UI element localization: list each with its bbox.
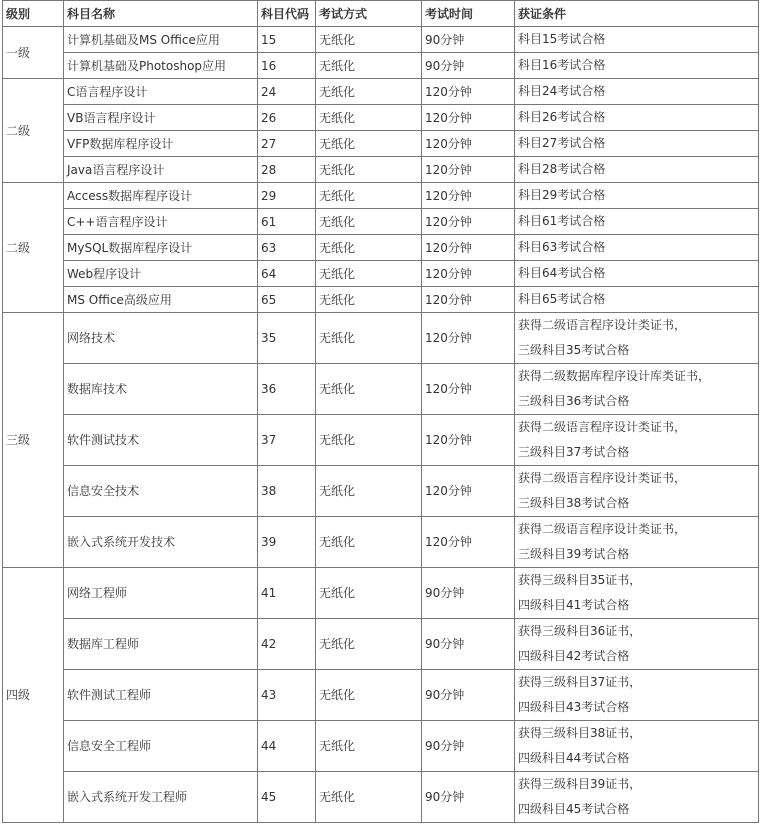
exam-time-cell: 120分钟 — [422, 157, 515, 183]
table-row — [3, 105, 759, 131]
condition-line: 获得二级数据库程序设计库类证书， — [518, 369, 711, 383]
exam-time-cell: 90分钟 — [422, 619, 515, 670]
condition-line: 获得二级语言程序设计类证书， — [518, 522, 687, 536]
exam-time-cell: 120分钟 — [422, 105, 515, 131]
condition-cell — [515, 670, 759, 721]
condition-cell — [515, 721, 759, 772]
subject-name-cell: 计算机基础及MS Office应用 — [64, 27, 258, 53]
condition-line: 科目15考试合格 — [518, 32, 606, 46]
exam-method-cell: 无纸化 — [316, 517, 422, 568]
condition-cell — [515, 287, 759, 313]
table-row — [3, 53, 759, 79]
subject-name-cell: C++语言程序设计 — [64, 209, 258, 235]
condition-line: 获得二级语言程序设计类证书， — [518, 471, 687, 485]
exam-time-cell: 120分钟 — [422, 261, 515, 287]
table-row — [3, 183, 759, 209]
condition-cell — [515, 53, 759, 79]
subject-name-cell: VFP数据库程序设计 — [64, 131, 258, 157]
exam-method-cell: 无纸化 — [316, 568, 422, 619]
condition-line: 四级科目44考试合格 — [518, 751, 630, 765]
subject-code-cell: 15 — [258, 27, 316, 53]
condition-line: 获得三级科目39证书， — [518, 777, 642, 791]
condition-cell — [515, 364, 759, 415]
condition-line: 四级科目42考试合格 — [518, 649, 630, 663]
subject-name-cell: C语言程序设计 — [64, 79, 258, 105]
level-cell: 二级 — [3, 79, 64, 183]
condition-line: 获得三级科目37证书， — [518, 675, 642, 689]
header-method: 考试方式 — [316, 1, 422, 27]
condition-line: 科目16考试合格 — [518, 58, 606, 72]
subject-name-cell: 数据库技术 — [64, 364, 258, 415]
table-row — [3, 79, 759, 105]
header-time: 考试时间 — [422, 1, 515, 27]
condition-cell — [515, 157, 759, 183]
table-row — [3, 721, 759, 772]
exam-method-cell: 无纸化 — [316, 79, 422, 105]
level-cell: 一级 — [3, 27, 64, 79]
exam-time-cell: 90分钟 — [422, 670, 515, 721]
condition-line: 获得二级语言程序设计类证书， — [518, 318, 687, 332]
subject-code-cell: 43 — [258, 670, 316, 721]
subject-code-cell: 61 — [258, 209, 316, 235]
exam-time-cell: 120分钟 — [422, 79, 515, 105]
subject-name-cell: 软件测试技术 — [64, 415, 258, 466]
table-row — [3, 261, 759, 287]
subject-code-cell: 37 — [258, 415, 316, 466]
subject-code-cell: 63 — [258, 235, 316, 261]
condition-cell — [515, 27, 759, 53]
subject-code-cell: 64 — [258, 261, 316, 287]
condition-line: 获得二级语言程序设计类证书， — [518, 420, 687, 434]
header-condition: 获证条件 — [515, 1, 759, 27]
condition-cell — [515, 772, 759, 823]
subject-name-cell: Java语言程序设计 — [64, 157, 258, 183]
table-row — [3, 287, 759, 313]
table-row — [3, 466, 759, 517]
subject-code-cell: 24 — [258, 79, 316, 105]
subject-name-cell: Access数据库程序设计 — [64, 183, 258, 209]
subject-code-cell: 28 — [258, 157, 316, 183]
condition-line: 三级科目37考试合格 — [518, 445, 630, 459]
subject-name-cell: 嵌入式系统开发技术 — [64, 517, 258, 568]
condition-line: 科目24考试合格 — [518, 84, 606, 98]
exam-method-cell: 无纸化 — [316, 721, 422, 772]
subject-name-cell: VB语言程序设计 — [64, 105, 258, 131]
subject-code-cell: 41 — [258, 568, 316, 619]
subject-name-cell: MySQL数据库程序设计 — [64, 235, 258, 261]
exam-subjects-table — [2, 0, 759, 823]
condition-line: 获得三级科目35证书， — [518, 573, 642, 587]
exam-method-cell: 无纸化 — [316, 670, 422, 721]
exam-time-cell: 120分钟 — [422, 287, 515, 313]
exam-time-cell: 120分钟 — [422, 209, 515, 235]
level-cell: 四级 — [3, 568, 64, 823]
subject-code-cell: 35 — [258, 313, 316, 364]
exam-method-cell: 无纸化 — [316, 183, 422, 209]
exam-method-cell: 无纸化 — [316, 131, 422, 157]
subject-code-cell: 45 — [258, 772, 316, 823]
exam-time-cell: 120分钟 — [422, 415, 515, 466]
condition-line: 三级科目38考试合格 — [518, 496, 630, 510]
exam-time-cell: 90分钟 — [422, 568, 515, 619]
condition-line: 获得三级科目36证书， — [518, 624, 642, 638]
header-level: 级别 — [3, 1, 64, 27]
exam-method-cell: 无纸化 — [316, 364, 422, 415]
exam-time-cell: 120分钟 — [422, 517, 515, 568]
table-row — [3, 131, 759, 157]
condition-line: 科目29考试合格 — [518, 188, 606, 202]
condition-cell — [515, 619, 759, 670]
exam-method-cell: 无纸化 — [316, 619, 422, 670]
condition-line: 三级科目39考试合格 — [518, 547, 630, 561]
condition-line: 科目28考试合格 — [518, 162, 606, 176]
table-row — [3, 313, 759, 364]
exam-time-cell: 90分钟 — [422, 772, 515, 823]
subject-name-cell: 计算机基础及Photoshop应用 — [64, 53, 258, 79]
table-row — [3, 415, 759, 466]
table-row — [3, 209, 759, 235]
condition-line: 四级科目45考试合格 — [518, 802, 630, 816]
subject-code-cell: 36 — [258, 364, 316, 415]
condition-cell — [515, 209, 759, 235]
condition-cell — [515, 79, 759, 105]
condition-cell — [515, 131, 759, 157]
subject-code-cell: 29 — [258, 183, 316, 209]
condition-line: 科目63考试合格 — [518, 240, 606, 254]
table-row — [3, 670, 759, 721]
exam-time-cell: 90分钟 — [422, 721, 515, 772]
table-row — [3, 364, 759, 415]
exam-time-cell: 120分钟 — [422, 313, 515, 364]
subject-code-cell: 44 — [258, 721, 316, 772]
exam-method-cell: 无纸化 — [316, 313, 422, 364]
subject-code-cell: 39 — [258, 517, 316, 568]
table-row — [3, 235, 759, 261]
subject-name-cell: MS Office高级应用 — [64, 287, 258, 313]
header-row — [3, 1, 759, 27]
table-row — [3, 517, 759, 568]
table-row — [3, 772, 759, 823]
subject-name-cell: 网络技术 — [64, 313, 258, 364]
subject-code-cell: 65 — [258, 287, 316, 313]
condition-cell — [515, 517, 759, 568]
condition-line: 科目27考试合格 — [518, 136, 606, 150]
subject-name-cell: 信息安全工程师 — [64, 721, 258, 772]
exam-method-cell: 无纸化 — [316, 287, 422, 313]
subject-code-cell: 42 — [258, 619, 316, 670]
subject-code-cell: 16 — [258, 53, 316, 79]
exam-method-cell: 无纸化 — [316, 157, 422, 183]
subject-name-cell: 软件测试工程师 — [64, 670, 258, 721]
level-cell: 三级 — [3, 313, 64, 568]
exam-time-cell: 120分钟 — [422, 183, 515, 209]
subject-name-cell: Web程序设计 — [64, 261, 258, 287]
exam-time-cell: 90分钟 — [422, 53, 515, 79]
exam-time-cell: 120分钟 — [422, 131, 515, 157]
table-row — [3, 157, 759, 183]
exam-method-cell: 无纸化 — [316, 466, 422, 517]
level-cell: 二级 — [3, 183, 64, 313]
condition-cell — [515, 261, 759, 287]
condition-cell — [515, 235, 759, 261]
condition-line: 三级科目36考试合格 — [518, 394, 630, 408]
condition-line: 三级科目35考试合格 — [518, 343, 630, 357]
subject-name-cell: 数据库工程师 — [64, 619, 258, 670]
table-row — [3, 619, 759, 670]
exam-time-cell: 120分钟 — [422, 364, 515, 415]
exam-method-cell: 无纸化 — [316, 235, 422, 261]
condition-line: 获得三级科目38证书， — [518, 726, 642, 740]
exam-method-cell: 无纸化 — [316, 209, 422, 235]
exam-method-cell: 无纸化 — [316, 53, 422, 79]
condition-line: 科目61考试合格 — [518, 214, 606, 228]
subject-name-cell: 信息安全技术 — [64, 466, 258, 517]
exam-time-cell: 90分钟 — [422, 27, 515, 53]
subject-code-cell: 26 — [258, 105, 316, 131]
table-row — [3, 27, 759, 53]
condition-line: 科目65考试合格 — [518, 292, 606, 306]
exam-method-cell: 无纸化 — [316, 105, 422, 131]
condition-cell — [515, 568, 759, 619]
exam-method-cell: 无纸化 — [316, 261, 422, 287]
exam-time-cell: 120分钟 — [422, 466, 515, 517]
header-name: 科目名称 — [64, 1, 258, 27]
condition-cell — [515, 105, 759, 131]
table-row — [3, 568, 759, 619]
exam-time-cell: 120分钟 — [422, 235, 515, 261]
condition-line: 四级科目43考试合格 — [518, 700, 630, 714]
exam-method-cell: 无纸化 — [316, 772, 422, 823]
subject-code-cell: 38 — [258, 466, 316, 517]
condition-cell — [515, 415, 759, 466]
condition-cell — [515, 183, 759, 209]
exam-method-cell: 无纸化 — [316, 415, 422, 466]
table-body — [3, 27, 759, 823]
subject-name-cell: 网络工程师 — [64, 568, 258, 619]
condition-line: 科目64考试合格 — [518, 266, 606, 280]
condition-line: 科目26考试合格 — [518, 110, 606, 124]
header-code: 科目代码 — [258, 1, 316, 27]
condition-cell — [515, 466, 759, 517]
exam-method-cell: 无纸化 — [316, 27, 422, 53]
subject-name-cell: 嵌入式系统开发工程师 — [64, 772, 258, 823]
condition-cell — [515, 313, 759, 364]
subject-code-cell: 27 — [258, 131, 316, 157]
condition-line: 四级科目41考试合格 — [518, 598, 630, 612]
